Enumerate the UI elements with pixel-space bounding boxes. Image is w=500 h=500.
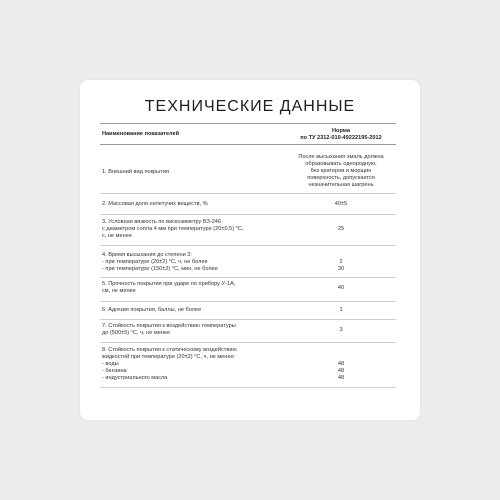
header-right-line2: по ТУ 2312-010-49222195-2012 bbox=[300, 135, 382, 141]
row-6-label: 6. Адгезия покрытия, баллы, не более bbox=[102, 307, 202, 313]
row-divider bbox=[100, 319, 396, 320]
row-7-label: 7. Стойкость покрытия к воздействию температуры до (500±5) °С, ч, не менее bbox=[102, 323, 236, 336]
row-1-label: 1. Внешний вид покрытия bbox=[102, 169, 169, 175]
row-divider bbox=[100, 277, 396, 278]
row-3-label: 3. Условная вязкость по вискозиметру ВЗ-246 с диаметром сопла 4 мм при температуре (20±0,5) °С, с, не менее bbox=[102, 219, 244, 239]
table-top-rule bbox=[100, 123, 396, 124]
row-6-value: 1 bbox=[339, 307, 343, 313]
page-title: ТЕХНИЧЕСКИЕ ДАННЫЕ bbox=[144, 98, 356, 115]
row-divider bbox=[100, 301, 396, 302]
row-divider bbox=[100, 193, 396, 194]
header-bottom-rule bbox=[100, 144, 396, 145]
row-2-value: 40±5 bbox=[334, 201, 348, 207]
row-5-value: 40 bbox=[337, 285, 345, 291]
header-right bbox=[288, 128, 394, 142]
row-4-value: 2 30 bbox=[337, 259, 345, 272]
row-4-label: 4. Время высыхания до степени 3: - при температуре (20±2) °С, ч, не более - при температуре (150±2) °С, мин, не более bbox=[102, 252, 218, 272]
row-divider bbox=[100, 214, 396, 215]
row-1-value: После высыхания эмаль должна образовывать однородную, без кратеров и морщин поверхность, допускается незначительная шагрень bbox=[298, 154, 384, 188]
header-right-line1: Норма bbox=[332, 128, 350, 134]
row-5-label: 5. Прочность покрытия при ударе по прибору У-1А, см, не менее bbox=[102, 281, 236, 294]
row-7-value: 3 bbox=[339, 327, 343, 333]
row-3-value: 25 bbox=[337, 226, 345, 232]
row-divider bbox=[100, 245, 396, 246]
row-divider bbox=[100, 342, 396, 343]
row-8-label: 8. Стойкость покрытия к статическому воздействию жидкостей при температуре (20±2) °С, ч, не менее: - воды - бензина - индустриального масла bbox=[102, 347, 237, 381]
header-left: Наименование показателей bbox=[102, 131, 180, 137]
table-bottom-rule bbox=[100, 387, 396, 388]
row-2-label: 2. Массовая доля нелетучих веществ, % bbox=[102, 201, 208, 207]
row-8-value: 48 48 48 bbox=[337, 361, 345, 381]
spec-card bbox=[80, 80, 420, 420]
